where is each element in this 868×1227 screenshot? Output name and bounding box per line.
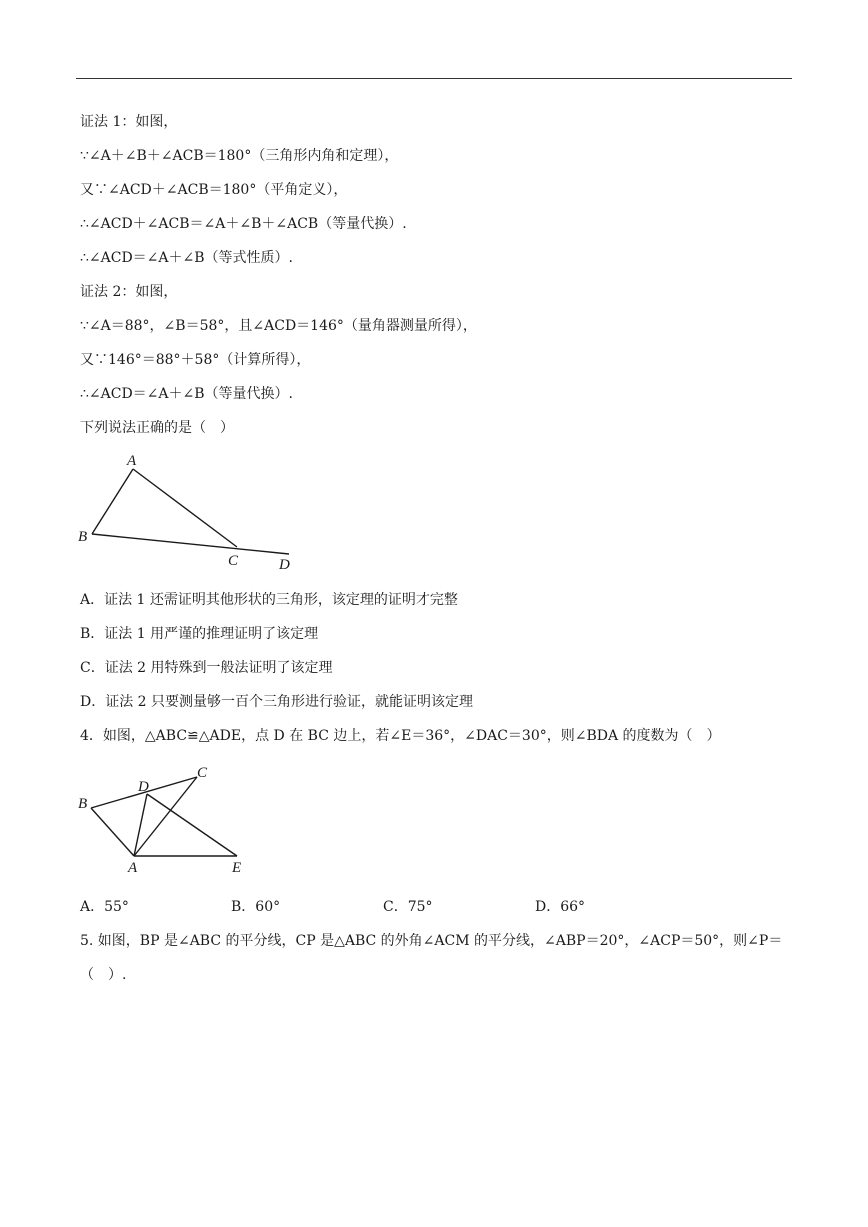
- label-d: D: [138, 779, 149, 795]
- question5-answer-blank: （ ）.: [80, 967, 127, 983]
- label-c: C: [197, 765, 208, 781]
- question3-prompt: 下列说法正确的是（ ）: [80, 420, 234, 436]
- segment-ad: [134, 794, 147, 856]
- proof1-step1: ∵∠A＋∠B＋∠ACB＝180°（三角形内角和定理），: [80, 148, 399, 164]
- q3-option-a: A．证法 1 还需证明其他形状的三角形，该定理的证明才完整: [80, 592, 458, 608]
- question5-stem: 5. 如图，BP 是∠ABC 的平分线，CP 是△ABC 的外角∠ACM 的平分线，∠ABP＝20°，∠ACP＝50°，则∠P＝: [80, 933, 783, 949]
- label-d: D: [279, 557, 290, 573]
- q4-option-c: C．75°: [383, 899, 433, 915]
- proof2-step1: ∵∠A＝88°，∠B＝58°，且∠ACD＝146°（量角器测量所得），: [80, 318, 477, 334]
- q3-option-d: D．证法 2 只要测量够一百个三角形进行验证，就能证明该定理: [80, 694, 474, 710]
- label-a: A: [127, 453, 137, 469]
- label-b: B: [78, 529, 88, 545]
- q3-option-c: C．证法 2 用特殊到一般法证明了该定理: [80, 660, 333, 676]
- label-b: B: [78, 796, 88, 812]
- proof2-conclusion: ∴∠ACD＝∠A＋∠B（等量代换）.: [80, 386, 293, 402]
- label-a: A: [128, 860, 138, 876]
- segment-ba: [91, 808, 134, 856]
- label-e: E: [232, 860, 242, 876]
- label-c: C: [228, 553, 239, 569]
- proof2-step2: 又∵146°＝88°＋58°（计算所得），: [80, 352, 311, 368]
- q4-option-b: B．60°: [231, 899, 281, 915]
- proof1-step2: 又∵∠ACD＋∠ACB＝180°（平角定义），: [80, 182, 348, 198]
- proof2-heading: 证法 2：如图，: [80, 284, 178, 300]
- proof1-heading: 证法 1：如图，: [80, 114, 178, 130]
- question4-stem: 4．如图，△ABC≌△ADE，点 D 在 BC 边上，若∠E＝36°，∠DAC＝30°，则∠BDA 的度数为（ ）: [80, 728, 721, 744]
- q4-option-d: D．66°: [535, 899, 586, 915]
- q3-option-b: B．证法 1 用严谨的推理证明了该定理: [80, 626, 319, 642]
- proof1-step3: ∴∠ACD＋∠ACB＝∠A＋∠B＋∠ACB（等量代换）.: [80, 216, 407, 232]
- q4-option-a: A．55°: [80, 899, 129, 915]
- proof1-conclusion: ∴∠ACD＝∠A＋∠B（等式性质）.: [80, 250, 293, 266]
- segment-de: [147, 794, 237, 856]
